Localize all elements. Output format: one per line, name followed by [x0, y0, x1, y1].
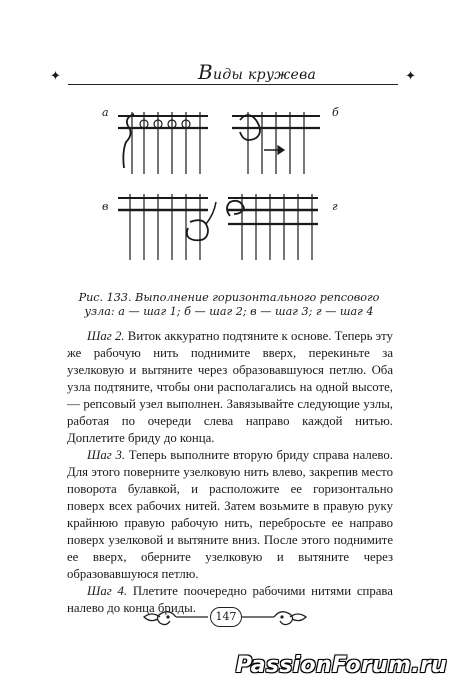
header-title: Виды кружева [198, 60, 317, 84]
figure-caption [74, 291, 384, 319]
panel-d-drawing [227, 194, 318, 260]
figure-label-a: а [102, 106, 109, 119]
star-ornament-icon: ✦ [405, 69, 416, 84]
caption-line: Рис. 133. Выполнение горизонтального репсового [78, 291, 380, 304]
paragraph-step-3 [67, 447, 393, 583]
panel-b-drawing [232, 112, 320, 174]
scroll-ornament-icon [240, 605, 310, 629]
step-label: Шаг 4. [87, 584, 128, 598]
panel-a-drawing [118, 112, 208, 174]
step-label: Шаг 2. [87, 329, 125, 343]
page-footer [140, 605, 310, 629]
figure-label-b: б [332, 106, 339, 119]
panel-c-drawing [118, 194, 216, 260]
figure-133 [100, 100, 350, 280]
paragraph-text: Виток аккуратно подтяните к основе. Теперь эту же рабочую нить поднимите вверх, перекиньте за узелковую и вытяните через образовавшуюся петлю. Оба узла подтяните, чтобы они располагались на одной высоте, — репсовый узел выполнен. Завязывайте следующие узлы, работая по очереди слева направо каждой нитью. Доплетите бриду до конца. [67, 329, 393, 445]
watermark: PassionForum.ru [235, 653, 447, 678]
figure-label-d: г [332, 200, 338, 213]
step-label: Шаг 3. [87, 448, 126, 462]
star-ornament-icon: ✦ [50, 69, 61, 84]
page-number: 147 [210, 607, 242, 627]
paragraph-text: Теперь выполните вторую бриду справа налево. Для этого поверните узелковую нить влево, закрепив место поворота булавкой, и расположите ее горизонтально поверх всех рабочих нитей. Затем возьмите в правую руку крайнюю правую рабочую нить, перебросьте ее направо поверх узелковой и вытяните вниз. После этого поднимите ее вверх, оберните узелковую и вытяните через образовавшуюся петлю. [67, 448, 393, 581]
body-text [67, 328, 393, 617]
paragraph-step-2 [67, 328, 393, 447]
figure-label-c: в [102, 200, 109, 213]
paragraph-text: Плетите поочередно рабочими нитями справа налево до конца бриды. [67, 584, 393, 615]
scroll-ornament-icon [140, 605, 210, 629]
caption-line: узла: а — шаг 1; б — шаг 2; в — шаг 3; г — шаг 4 [84, 305, 374, 318]
header-rule [68, 84, 398, 85]
knot-illustrations [100, 100, 350, 280]
running-header [48, 58, 418, 84]
